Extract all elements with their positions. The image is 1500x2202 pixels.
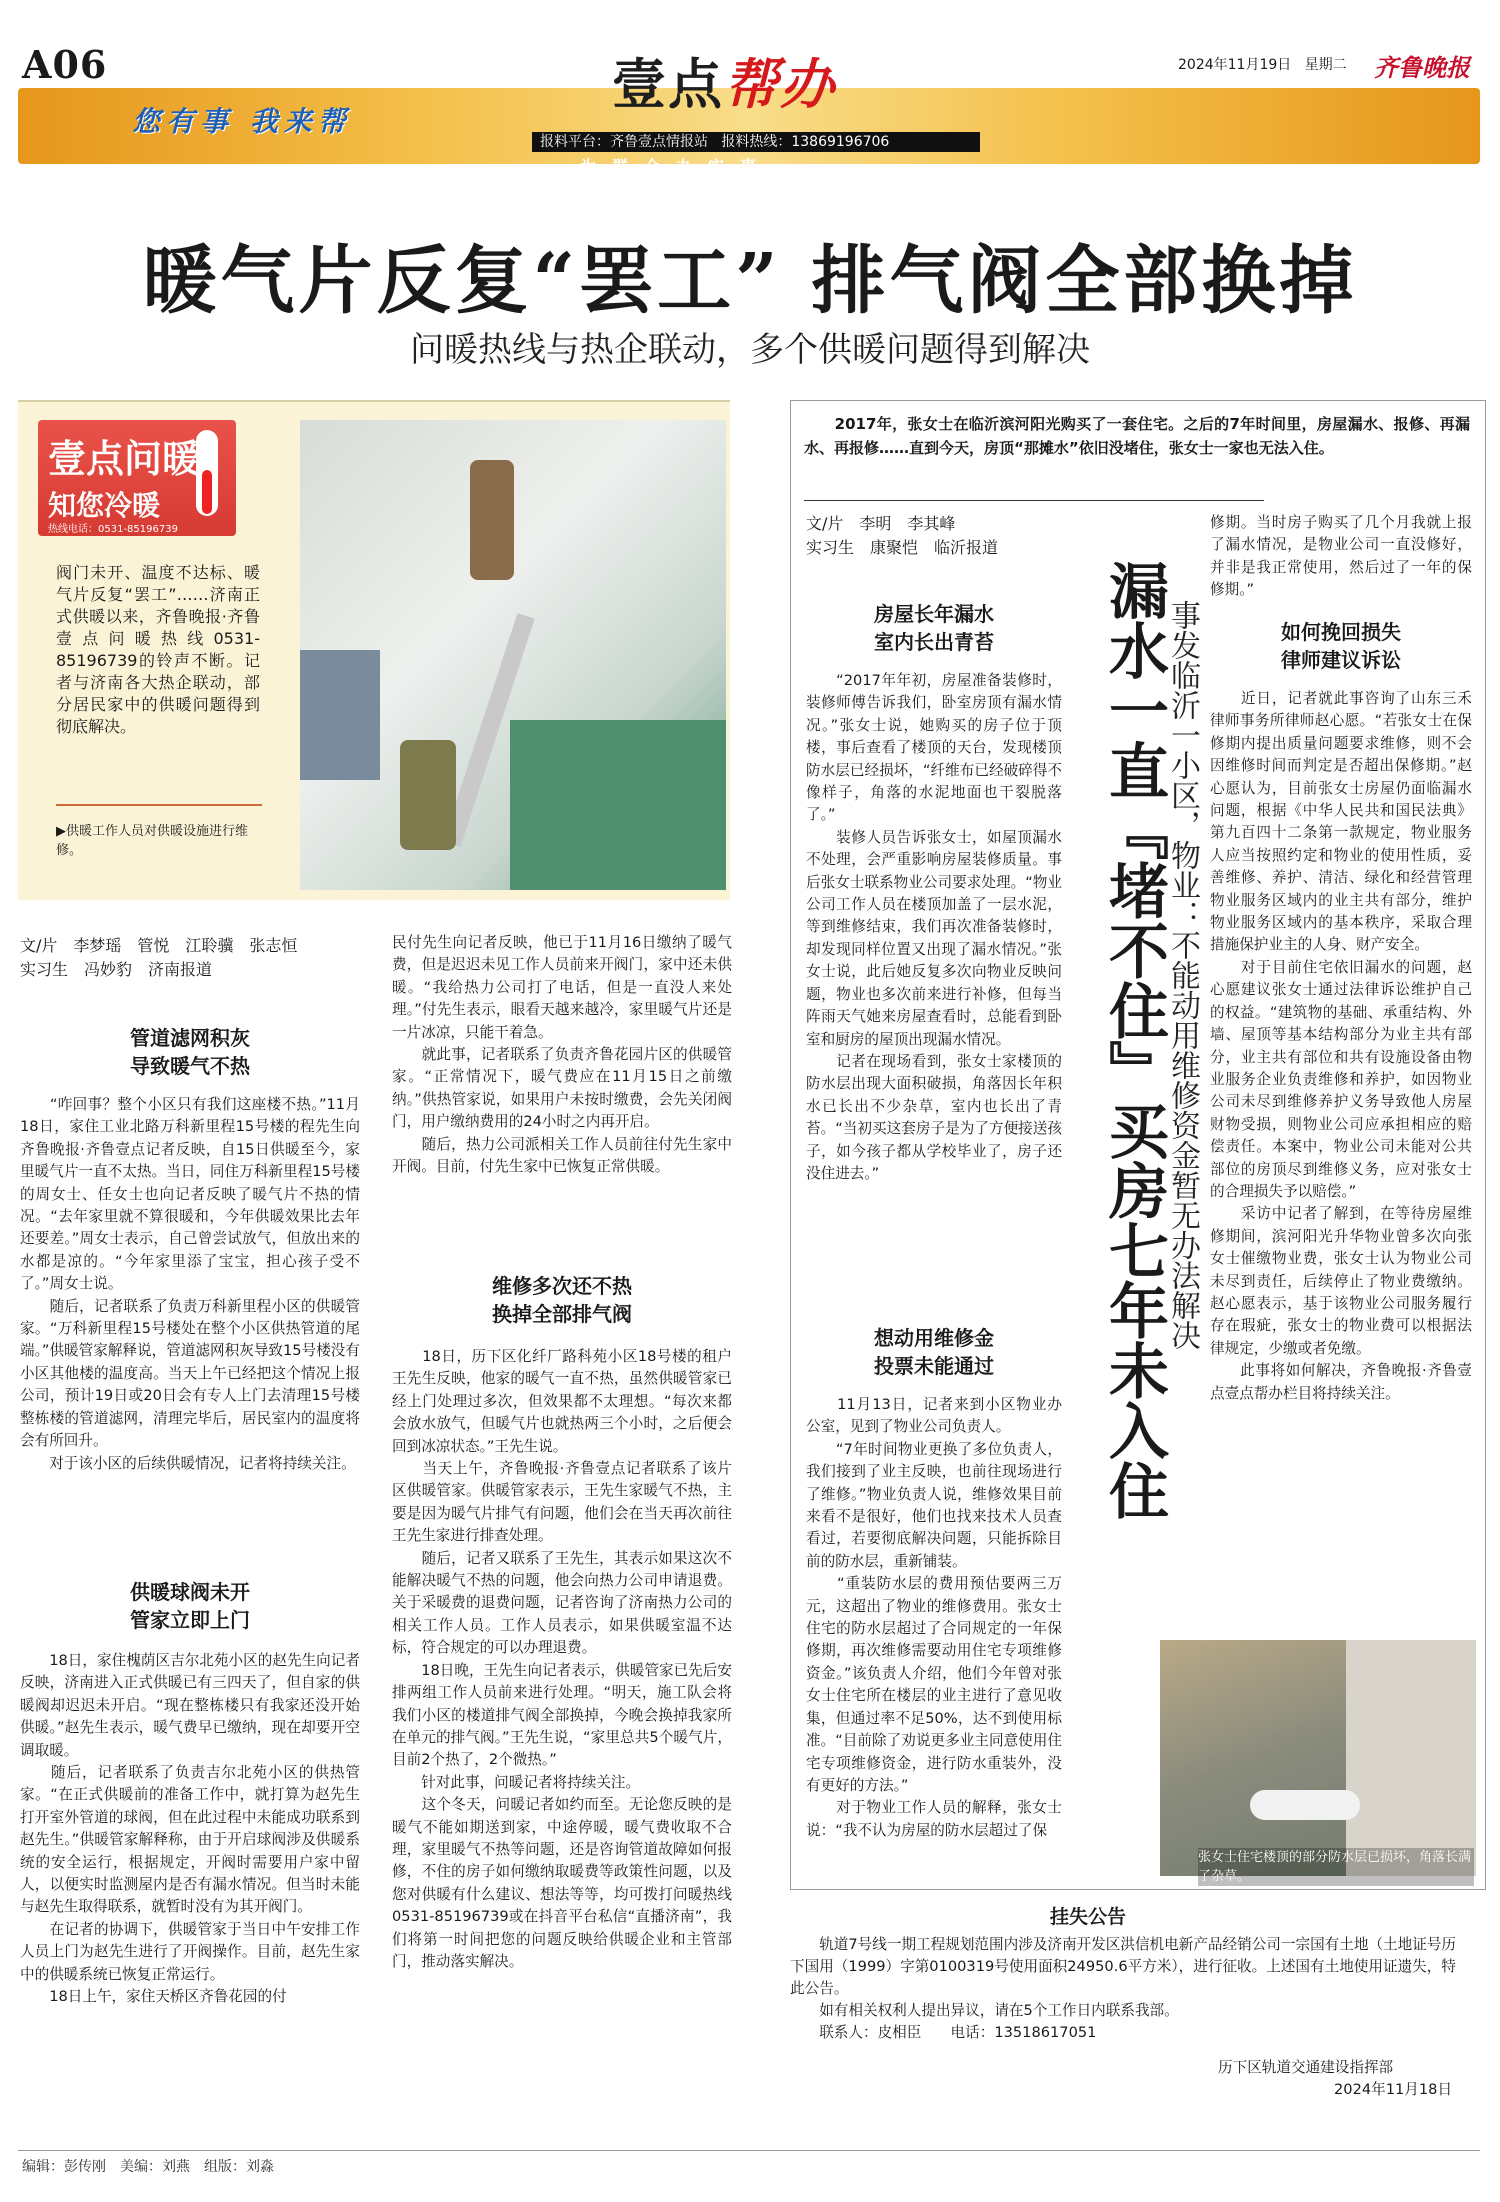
article-body: 11月13日，记者来到小区物业办公室，见到了物业公司负责人。 “7年时间物业更换了多位负责人，我们接到了业主反映，也前往现场进行了维修。”物业负责人说，维修效果目前来看不是很好，他们也找来技术人员查看过，若要彻底解决问题，只能拆除目前的防水层，重新铺装。 “重装防水层的费用预估要两三万元，这超出了物业的维修费用。张女士住宅的防水层超过了合同规定的一年保修期，再次维修需要动用住宅专项维修资金。”该负责人介绍，他们今年曾对张女士住宅所在楼层的业主进行了意见收集，但通过率不足50%，达不到使用标准。“目前除了劝说更多业主同意使用住宅专项维修资金，进行防水重装外，没有更好的方法。” 对于物业工作人员的解释，张女士说：“我不认为房屋的防水层超过了保 [806, 1396, 1062, 1839]
column-logo-part-a: 壹点 [612, 53, 724, 116]
section-heading: 如何挽回损失 律师建议诉讼 [1281, 620, 1401, 672]
tip-platform: 报料平台：齐鲁壹点情报站 [540, 134, 708, 150]
warm-card-hotline: 热线电话：0531-85196739 [48, 524, 178, 535]
article-body: “咋回事？整个小区只有我们这座楼不热。”11月18日，家住工业北路万科新里程15号楼的程先生向齐鲁晚报·齐鲁壹点记者反映，自15日供暖至今，家里暖气片一直不太热。当日，同住万科新里程15号楼的周女士、任女士也向记者反映了暖气片不热的情况。“去年家里就不算很暖和，今年供暖效果比去年还要差。”周女士表示，自己曾尝试放气，但放出来的水都是凉的。“今年家里添了宝宝，担心孩子受不了。”周女士说。 随后，记者联系了负责万科新里程小区的供暖管家。“万科新里程15号楼处在整个小区供热管道的尾端。”供暖管家解释说，管道滤网积灰导致15号楼没有小区其他楼的温度高。当天上午已经把这个情况上报公司，预计19日或20日会有专人上门去清理15号楼整栋楼的管道滤网，清理完毕后，居民室内的温度将会有所回升。 对于该小区的后续供暖情况，记者将持续关注。 [20, 1096, 360, 1472]
section-heading: 维修多次还不热 换掉全部排气阀 [492, 1274, 632, 1326]
article-body: 18日，家住槐荫区吉尔北苑小区的赵先生向记者反映，济南进入正式供暖已有三四天了，但自家的供暖阀却迟迟未开启。“现在整栋楼只有我家还没开始供暖。”赵先生表示，暖气费早已缴纳，现在却要开空调取暖。 随后，记者联系了负责吉尔北苑小区的供热管家。“在正式供暖前的准备工作中，就打算为赵先生打开室外管道的球阀，但在此过程中未能成功联系到赵先生。”供暖管家解释称，由于开启球阀涉及供暖系统的安全运行，根据规定，开阀时需要用户家中留人，以便实时监测屋内是否有漏水情况。但当时未能与赵先生取得联系，就暂时没有为其开阀门。 在记者的协调下，供暖管家于当日中午安排工作人员上门为赵先生进行了开阀操作。目前，赵先生家中的供暖系统已恢复正常运行。 18日上午，家住天桥区齐鲁花园的付 [20, 1652, 360, 2006]
article-body: 修期。当时房子购买了几个月我就上报了漏水情况，是物业公司一直没修好，并非是我正常使用，然后过了一年的保修期。” [1210, 514, 1472, 599]
column-slogan: 您有事 我来帮 [132, 105, 352, 138]
article-body: 近日，记者就此事咨询了山东三禾律师事务所律师赵心愿。“若张女士在保修期内提出质量问题要求维修，则不会因维修时间而判定是否超出保修期。”赵心愿认为，目前张女士房屋仍面临漏水问题，根据《中华人民共和国民法典》第九百四十二条第一款规定，物业服务人应当按照约定和物业的使用性质，妥善维修、养护、清洁、绿化和经营管理物业服务区域内的业主共有部分，维护物业服务区域内的基本秩序，采取合理措施保护业主的人身、财产安全。 对于目前住宅依旧漏水的问题，赵心愿建议张女士通过法律诉讼维护自己的权益。“建筑物的基础、承重结构、外墙、屋顶等基本结构部分为业主共有部分，业主共有部位和共有设施设备由物业服务企业负责维修和养护，如因物业公司未尽到维修养护义务导致他人房屋财物受损，则物业公司应承担相应的赔偿责任。本案中，物业公司未能对公共部位的房顶尽到维修义务，应对张女士的合理损失予以赔偿。” 采访中记者了解到，在等待房屋维修期间，滨河阳光升华物业曾多次向张女士催缴物业费，张女士认为物业公司未尽到责任，后续停止了物业费缴纳。赵心愿表示，基于该物业公司服务履行存在瑕疵，张女士的物业费可以根据法律规定，少缴或者免缴。 此事将如何解决，齐鲁晚报·齐鲁壹点壹点帮办栏目将持续关注。 [1210, 690, 1472, 1402]
photo-heating-repair [300, 420, 726, 890]
story-divider [804, 500, 1264, 501]
photo-caption-heating: ▶供暖工作人员对供暖设施进行维修。 [56, 824, 248, 858]
story-vertical-subtitle: 事发临沂一小区，物业：不能动用维修资金暂无办法解决 [1165, 600, 1200, 1350]
notice-signature: 历下区轨道交通建设指挥部 [1218, 2059, 1394, 2076]
weekday: 星期二 [1304, 57, 1347, 73]
section-heading: 房屋长年漏水 室内长出青苔 [874, 602, 994, 654]
article-body: “2017年年初，房屋准备装修时，装修师傅告诉我们，卧室房顶有漏水情况。”张女士说，她购买的房子位于顶楼，事后查看了楼顶的天台，发现楼顶防水层已经损坏，“纤维布已经破碎得不像样子，角落的水泥地面也干裂脱落了。” 装修人员告诉张女士，如屋顶漏水不处理，会严重影响房屋装修质量。事后张女士联系物业公司要求处理。“物业公司工作人员在楼顶加盖了一层水泥，等到维修结束，我们再次准备装修时，却发现同样位置又出现了漏水情况。”张女士说，此后她反复多次向物业反映问题，物业也多次前来进行补修，但每当阵雨天气她来房屋查看时，总能看到卧室和厨房的屋顶出现漏水情况。 记者在现场看到，张女士家楼顶的防水层出现大面积破损，角落因长年积水已长出不少杂草，室内也长出了青苔。“当初买这套房子是为了方便接送孩子，如今孩子都从学校毕业了，房子还没住进去。” [806, 672, 1062, 1182]
column-logo [612, 42, 836, 119]
intro-text: 阀门未开、温度不达标、暖气片反复“罢工”……济南正式供暖以来，齐鲁晚报·齐鲁壹点问暖热线0531-85196739的铃声不断。记者与济南各大热企联动，部分居民家中的供暖问题得到彻底解决。 [56, 563, 260, 736]
byline: 文/片 李明 李其峰 [806, 514, 956, 533]
editor-credits: 编辑：彭传刚 美编：刘燕 组版：刘淼 [22, 2159, 274, 2175]
notice-date: 2024年11月18日 [1334, 2081, 1453, 2098]
thermometer-fill [202, 470, 212, 514]
section-heading: 想动用维修金 投票未能通过 [874, 1326, 994, 1378]
warm-card-title: 壹点问暖 [48, 437, 201, 481]
warm-card-subtitle: 知您冷暖 [48, 489, 161, 522]
section-heading: 供暖球阀未开 管家立即上门 [130, 1580, 250, 1632]
tip-hotline: 报料热线：13869196706 [721, 134, 890, 150]
section-heading: 管道滤网积灰 导致暖气不热 [130, 1026, 250, 1078]
intro-divider [56, 804, 262, 806]
issue-date [1178, 54, 1347, 74]
story-vertical-title: 漏水一直『堵不住』买房七年未入住 [1099, 560, 1169, 1520]
tip-bar [532, 132, 980, 152]
page-headline: 暖气片反复“罢工” 排气阀全部换掉 [142, 238, 1358, 324]
notice-body: 轨道7号线一期工程规划范围内涉及济南开发区洪信机电新产品经销公司一宗国有土地（土地证号历下国用（1999）字第0100319号使用面积24950.6平方米），进行征收。上述国有土地使用证遗失，特此公告。 如有相关权利人提出异议，请在5个工作日内联系我部。 联系人：皮相臣 电话：13518617051 [790, 1936, 1457, 2041]
byline-2: 实习生 冯妙豹 济南报道 [20, 960, 213, 979]
photo-caption-roof: 张女士住宅楼顶的部分防水层已损坏，角落长满了杂草。 [1198, 1848, 1474, 1886]
page-subheadline: 问暖热线与热企联动，多个供暖问题得到解决 [410, 330, 1090, 370]
column-motto: 为群众办实事 [580, 157, 773, 176]
photo-roof-leak [1160, 1640, 1476, 1876]
article-body: 民付先生向记者反映，他已于11月16日缴纳了暖气费，但是迟迟未见工作人员前来开阀门，家中还未供暖。“我给热力公司打了电话，但是一直没人来处理。”付先生表示，眼看天越来越冷，家里暖气片还是一片冰凉，只能干着急。 就此事，记者联系了负责齐鲁花园片区的供暖管家。“正常情况下，暖气费应在11月15日之前缴纳。”供热管家说，如果用户未按时缴费，会先关闭阀门，用户缴纳费用的24小时之内再开启。 随后，热力公司派相关工作人员前往付先生家中开阀。目前，付先生家中已恢复正常供暖。 [392, 934, 732, 1176]
column-logo-part-b: 帮办 [724, 53, 836, 116]
byline-2: 实习生 康聚恺 临沂报道 [806, 538, 999, 557]
byline: 文/片 李梦瑶 管悦 江聆骥 张志恒 [20, 936, 298, 955]
notice-title: 挂失公告 [1050, 1906, 1127, 1928]
date: 2024年11月19日 [1178, 57, 1292, 73]
paper-logo: 齐鲁晚报 [1374, 54, 1470, 82]
page-number: A06 [22, 42, 108, 87]
article-body: 18日，历下区化纤厂路科苑小区18号楼的租户王先生反映，他家的暖气一直不热，虽然供暖管家已经上门处理过多次，但效果都不太理想。“每次来都会放水放气，但暖气片也就热两三个小时，之后便会回到冰凉状态。”王先生说。 当天上午，齐鲁晚报·齐鲁壹点记者联系了该片区供暖管家。供暖管家表示，王先生家暖气不热，主要是因为暖气片排气有问题，他们会在当天再次前往王先生家进行排查处理。 随后，记者又联系了王先生，其表示如果这次不能解决暖气不热的问题，他会向热力公司申请退费。关于采暖费的退费问题，记者咨询了济南热力公司的相关工作人员。工作人员表示，如果供暖室温不达标，符合规定的可以办理退费。 18日晚，王先生向记者表示，供暖管家已先后安排两组工作人员前来进行处理。“明天，施工队会将我们小区的楼道排气阀全部换掉，今晚会换掉我家所在单元的排气阀。”王先生说，“家里总共5个暖气片，目前2个热了，2个微热。” 针对此事，问暖记者将持续关注。 这个冬天，问暖记者如约而至。无论您反映的是暖气不能如期送到家，中途停暖，暖气费收取不合理，家里暖气不热等问题，还是咨询管道故障如何报修，不住的房子如何缴纳取暖费等政策性问题，以及您对供暖有什么建议、想法等等，均可拨打问暖热线0531-85196739或在抖音平台私信“直播济南”，我们将第一时间把您的问题反映给供暖企业和主管部门，推动落实解决。 [392, 1348, 732, 1970]
footer-divider [18, 2150, 1480, 2151]
story-lead: 2017年，张女士在临沂滨河阳光购买了一套住宅。之后的7年时间里，房屋漏水、报修、再漏水、再报修……直到今天，房顶“那摊水”依旧没堵住，张女士一家也无法入住。 [804, 415, 1470, 457]
